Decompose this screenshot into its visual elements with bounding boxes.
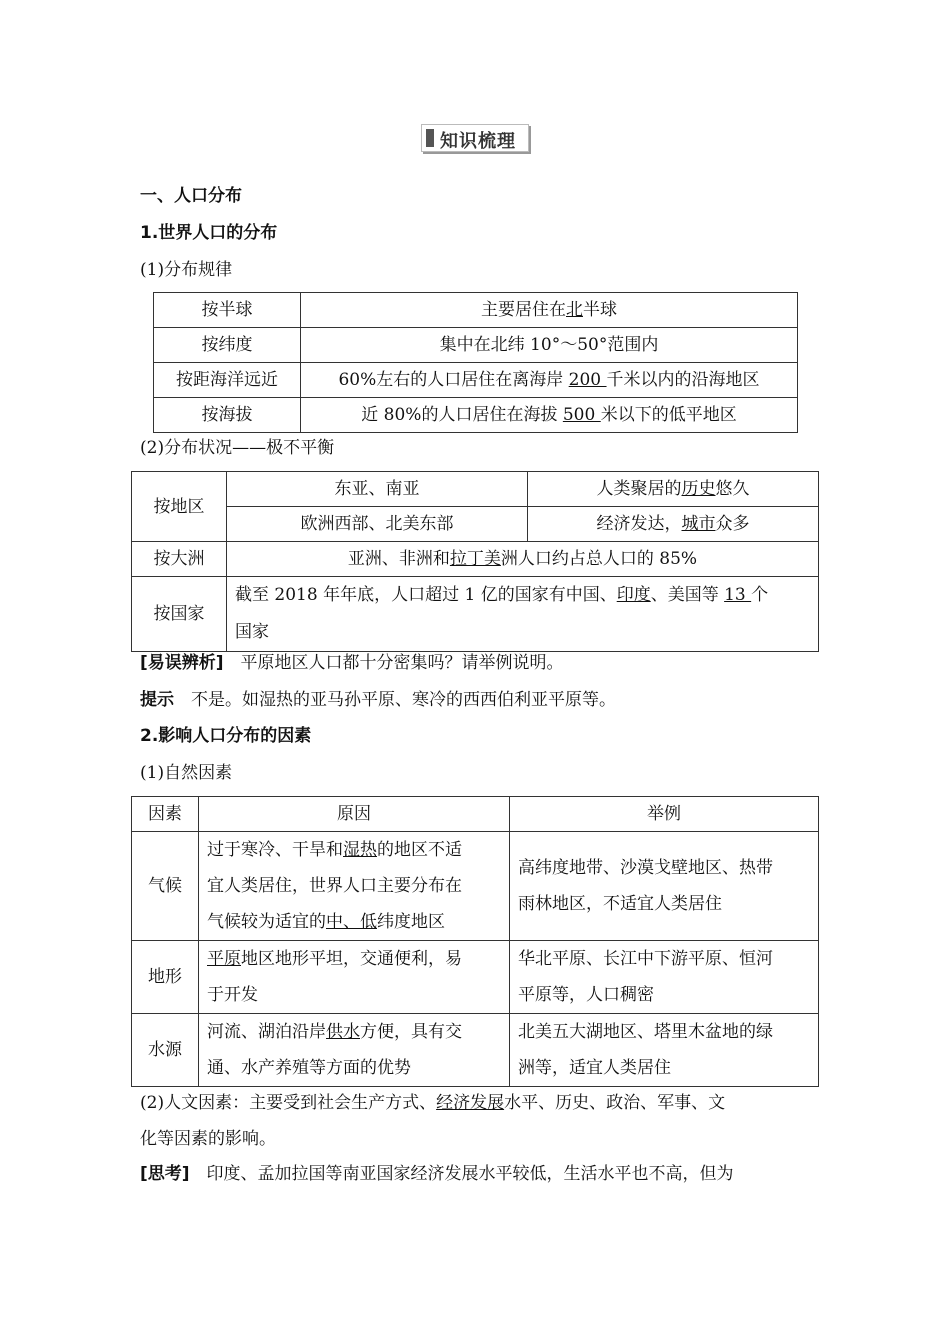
row-key: 按半球 [154,293,301,328]
cell: 华北平原、长江中下游平原、恒河 平原等，人口稠密 [510,941,819,1014]
hint-note: 提示 不是。如湿热的亚马孙平原、寒冷的西西伯利亚平原等。 [140,690,616,710]
header-cell: 原因 [199,797,510,832]
header-cell: 举例 [510,797,819,832]
row-value: 主要居住在北半球 [301,293,798,328]
row-key: 水源 [132,1014,199,1087]
distribution-law-table [153,292,798,433]
cell: 经济发达，城市众多 [528,507,819,542]
table-row [132,832,819,941]
cell: 截至 2018 年年底，人口超过 1 亿的国家有中国、印度、美国等 13 个 国家 [227,577,819,652]
cell: 平原地区地形平坦，交通便利，易 于开发 [199,941,510,1014]
row-key: 地形 [132,941,199,1014]
cell: 人类聚居的历史悠久 [528,472,819,507]
row-key: 按纬度 [154,328,301,363]
table-row [132,1014,819,1087]
human-factors-cont: 化等因素的影响。 [140,1129,276,1149]
section-banner [421,124,529,152]
natural-title: (1)自然因素 [140,763,233,783]
table-row [154,293,798,328]
row-key: 按距海洋远近 [154,363,301,398]
distribution-status-table [131,471,819,652]
banner-bar [426,129,434,147]
human-factors: (2)人文因素：主要受到社会生产方式、经济发展水平、历史、政治、军事、文 [140,1093,726,1113]
cell: 过于寒冷、干旱和湿热的地区不适 宜人类居住，世界人口主要分布在 气候较为适宜的中、低纬度地区 [199,832,510,941]
table-row [132,577,819,652]
row-key: 按大洲 [132,542,227,577]
think-note: [思考] 印度、孟加拉国等南亚国家经济发展水平较低，生活水平也不高，但为 [140,1164,734,1184]
row-value: 60%左右的人口居住在离海岸 200 千米以内的沿海地区 [301,363,798,398]
row-key: 气候 [132,832,199,941]
mistake-note: [易误辨析] 平原地区人口都十分密集吗？请举例说明。 [140,653,564,673]
table-row [132,507,819,542]
cell: 北美五大湖地区、塔里木盆地的绿 洲等，适宜人类居住 [510,1014,819,1087]
row-value: 近 80%的人口居住在海拔 500 米以下的低平地区 [301,398,798,433]
subsection-title: 1.世界人口的分布 [140,223,278,243]
cell: 高纬度地带、沙漠戈壁地区、热带 雨林地区，不适宜人类居住 [510,832,819,941]
law-title: (1)分布规律 [140,260,233,280]
row-key: 按国家 [132,577,227,652]
natural-factors-table [131,796,819,1087]
cell: 亚洲、非洲和拉丁美洲人口约占总人口的 85% [227,542,819,577]
row-key: 按海拔 [154,398,301,433]
section-title: 一、人口分布 [140,186,242,206]
table-row [132,941,819,1014]
table-row [132,542,819,577]
row-value: 集中在北纬 10°～50°范围内 [301,328,798,363]
subsection-title: 2.影响人口分布的因素 [140,726,312,746]
table-row [132,472,819,507]
status-title: (2)分布状况——极不平衡 [140,438,335,458]
cell: 河流、湖泊沿岸供水方便，具有交 通、水产养殖等方面的优势 [199,1014,510,1087]
header-cell: 因素 [132,797,199,832]
table-row [154,398,798,433]
cell: 东亚、南亚 [227,472,528,507]
cell: 欧洲西部、北美东部 [227,507,528,542]
table-row [154,363,798,398]
table-row [154,328,798,363]
row-key: 按地区 [132,472,227,542]
table-row [132,797,819,832]
banner-title: 知识梳理 [440,131,516,152]
